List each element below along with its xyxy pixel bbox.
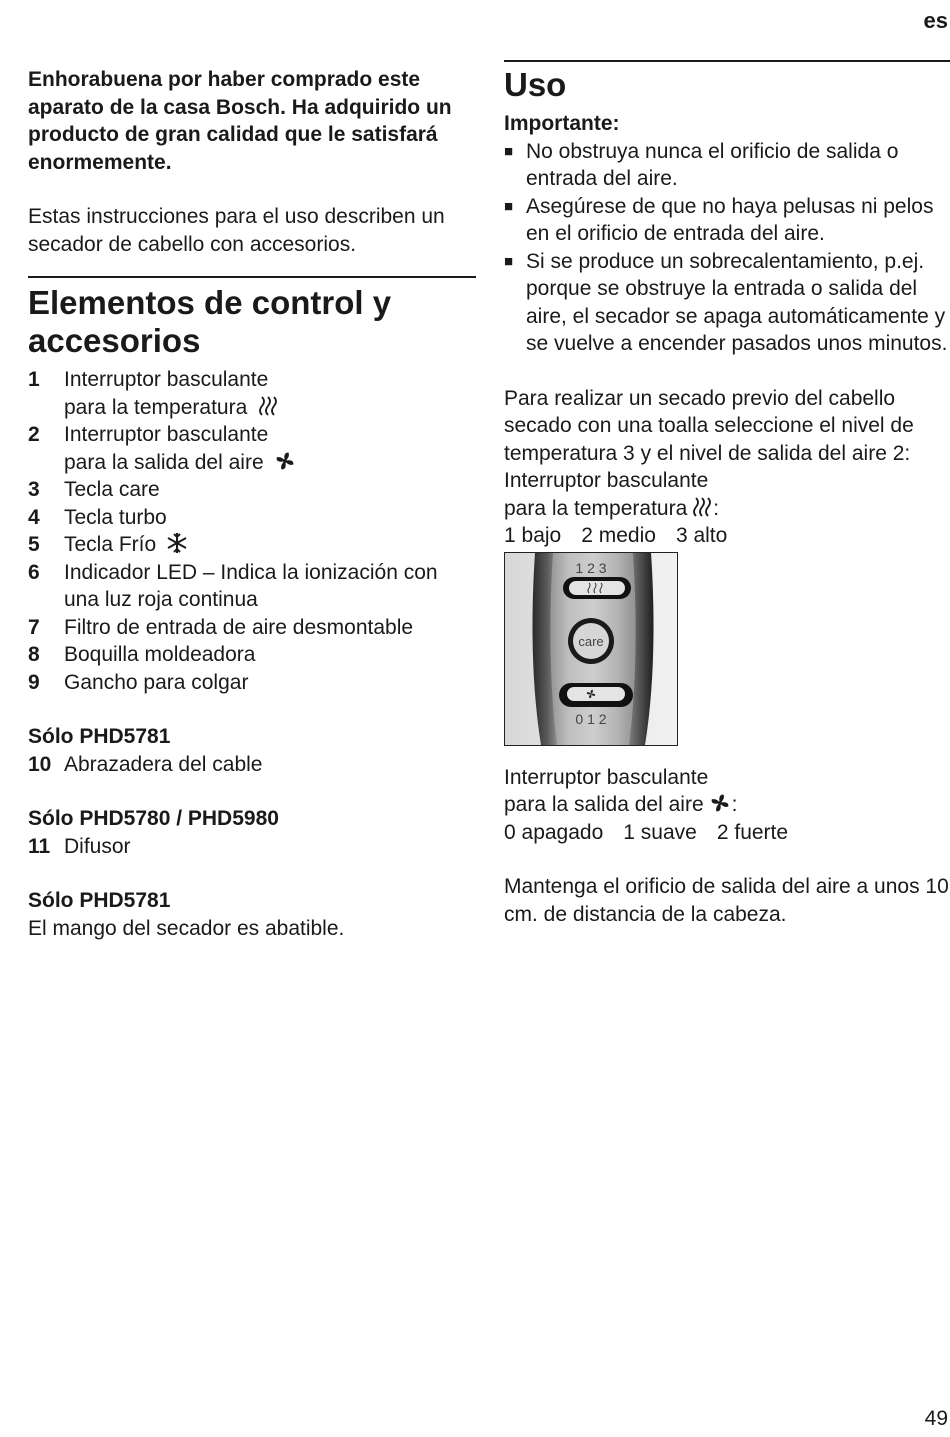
item-text: para la temperatura <box>64 395 248 419</box>
item-number: 5 <box>28 533 40 556</box>
language-tag: es <box>923 8 948 33</box>
care-button-label: care <box>578 633 604 649</box>
list-item <box>28 421 476 476</box>
list-item <box>504 138 950 193</box>
bullet-square-icon: ■ <box>504 197 514 215</box>
fan-icon <box>273 450 297 472</box>
item-text: para la salida del aire <box>64 450 264 474</box>
item-number: 11 <box>28 834 51 858</box>
list-item <box>28 476 476 504</box>
list-item <box>28 559 476 614</box>
list-item <box>28 614 476 642</box>
item-text: Abrazadera del cable <box>64 752 263 776</box>
snowflake-icon <box>166 532 188 554</box>
air-scale-numbers: 0 1 2 <box>575 710 607 727</box>
list-item <box>28 833 476 861</box>
heat-icon <box>257 395 279 417</box>
temp-levels: 1 bajo 2 medio 3 alto <box>504 524 728 547</box>
item-text: Tecla turbo <box>64 505 167 529</box>
temp-switch-label: Interruptor basculante <box>504 469 709 492</box>
list-item <box>28 531 476 559</box>
item-text: Tecla Frío <box>64 533 157 556</box>
fan-icon <box>708 792 732 814</box>
model-note-heading: Sólo PHD5781 <box>28 889 171 912</box>
item-number: 8 <box>28 643 40 666</box>
heat-icon <box>691 496 713 518</box>
temp-switch-label: para la temperatura : <box>504 496 720 520</box>
intro-text: Estas instrucciones para el uso describen un secador de cabello con accesorios. <box>28 205 445 256</box>
item-number: 3 <box>28 478 40 501</box>
list-item <box>504 248 950 358</box>
air-switch-label: para la salida del aire : <box>504 793 738 816</box>
model-note-heading: Sólo PHD5780 / PHD5980 <box>28 807 279 830</box>
bullet-square-icon: ■ <box>504 252 514 270</box>
item-text: Interruptor basculante <box>64 423 269 446</box>
air-switch-label: Interruptor basculante <box>504 765 709 789</box>
intro-bold-text: Enhorabuena por haber comprado este aparato de la casa Bosch. Ha adquirido un producto de gran calidad que le satisfará enormemente. <box>28 68 452 174</box>
section-title-uso: Uso <box>504 66 567 103</box>
bullet-square-icon: ■ <box>504 142 514 160</box>
item-text: Boquilla moldeadora <box>64 643 256 666</box>
temp-scale-numbers: 1 2 3 <box>575 559 607 576</box>
model-note-list <box>28 833 476 861</box>
list-item <box>28 366 476 421</box>
distance-text: Mantenga el orificio de salida del aire a unos 10 cm. de distancia de la cabeza. <box>504 875 949 926</box>
item-text: Gancho para colgar <box>64 670 249 694</box>
section-title-controls: Elementos de control y accesorios <box>28 284 392 359</box>
section-divider <box>28 276 476 278</box>
item-number: 9 <box>28 670 40 694</box>
item-number: 7 <box>28 615 40 639</box>
item-text: No obstruya nunca el orificio de salida o entrada del aire. <box>526 139 899 190</box>
item-number: 4 <box>28 505 40 529</box>
item-text: Indicador LED – Indica la ionización con una luz roja continua <box>64 560 438 611</box>
left-column <box>28 66 476 942</box>
list-item <box>28 641 476 669</box>
item-number: 10 <box>28 752 52 776</box>
hairdryer-controls-illustration <box>504 552 678 746</box>
item-text: Interruptor basculante <box>64 368 269 391</box>
predry-text: Para realizar un secado previo del cabello secado con una toalla seleccione el nivel de temperatura 3 y el nivel de salida del aire 2: <box>504 386 914 465</box>
important-label: Importante: <box>504 112 620 135</box>
item-number: 2 <box>28 423 40 446</box>
item-text: Asegúrese de que no haya pelusas ni pelos en el orificio de entrada del aire. <box>526 194 934 245</box>
item-number: 1 <box>28 368 40 391</box>
model-note-list <box>28 751 476 779</box>
model-note-text: El mango del secador es abatible. <box>28 916 345 940</box>
list-item <box>28 504 476 532</box>
list-item <box>28 669 476 697</box>
important-bullets <box>504 138 950 358</box>
air-levels: 0 apagado 1 suave 2 fuerte <box>504 820 789 844</box>
item-text: Tecla care <box>64 478 160 501</box>
item-number: 6 <box>28 560 40 584</box>
item-text: Filtro de entrada de aire desmontable <box>64 615 414 639</box>
list-item <box>28 751 476 779</box>
item-text: Difusor <box>64 834 131 858</box>
page-number: 49 <box>924 1407 948 1430</box>
right-column <box>504 60 950 928</box>
model-note-heading: Sólo PHD5781 <box>28 725 171 748</box>
list-item <box>504 193 950 248</box>
section-divider <box>504 60 950 62</box>
item-text: Si se produce un sobrecalentamiento, p.ej. porque se obstruye la entrada o salida del aire, el secador se apaga automáticamente y se vuelve a encender pasados unos minutos. <box>526 249 948 355</box>
controls-list <box>28 366 476 696</box>
